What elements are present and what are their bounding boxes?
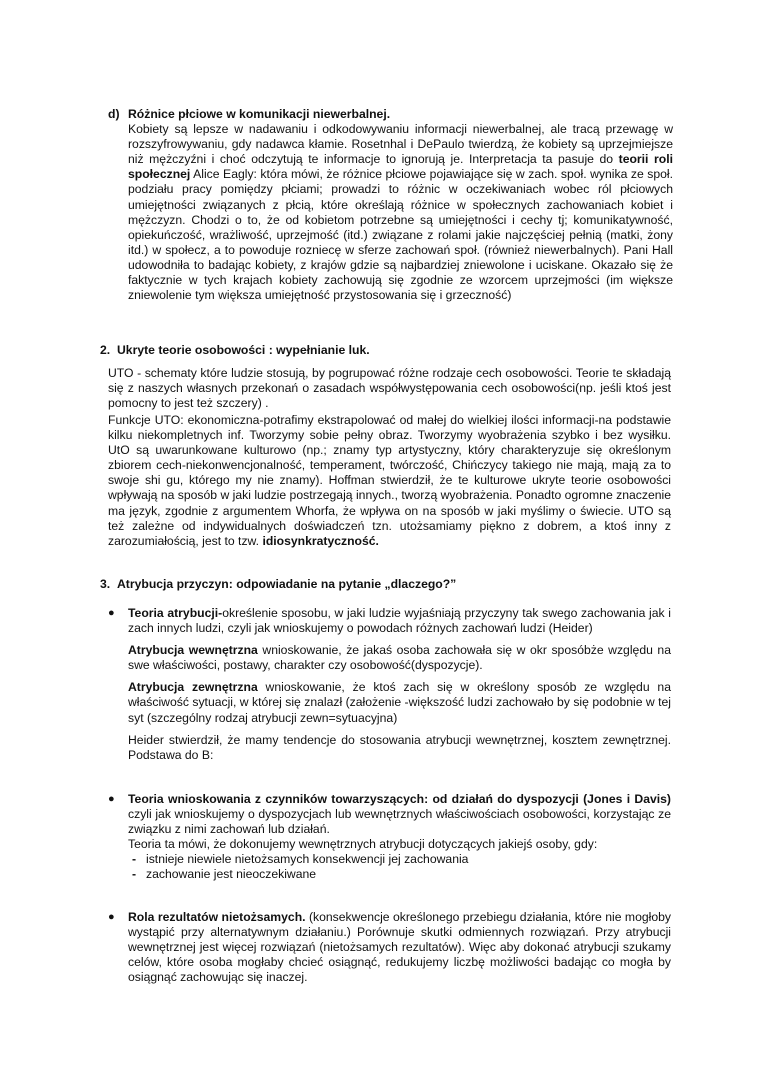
section-d-label: d) (108, 107, 120, 121)
bullet-noncommon-effects (108, 910, 671, 985)
section-d-text-b: Alice Eagly: która mówi, że różnice płciowe pojawiające się w zach. społ. wynika ze społ. podziału pracy pomiędzy płciami; prowadzi to różnic w oczekiwaniach wobec ról płciowych umiejętności związanych z płcią, które określają różnice w społecznych zachowaniach kobiet i mężczyzn. Chodzi o to, że od kobietom potrzebne są umiejętności i cechy tj; komunikatywność, opiekuńczość, wrażliwość, uprzejmość (itd.) związane z rolami jakie najczęściej pełnią (matki, żony itd.) w społecz, a to powoduje rozniecę w sferze zachowań społ. (również niewerbalnych). Pani Hall udowodniła to badając kobiety, z krajów gdzie są najbardziej zniewolone i uciskane. Okazało się że faktycznie w tych krajach kobiety zachowują się zgodnie ze wzorcem uprzejmości (im większe zniewolenie tym większa umiejętność przystosowania się i grzeczność) (128, 167, 673, 303)
noncommon-effects-text: (konsekwencje określonego przebiegu działania, które nie mogłoby wystąpić przy alternatywnym działaniu.) Porównuje skutki odmiennych rozwiązań. Przy atrybucji wewnętrznej jest więcej rozwiązań (nietożsamych rezultatów). Więc aby dokonać atrybucji szukamy celów, które osoba mogłaby chcieć osiągnąć, redukujemy liczbę możliwości badając co mogła by osiągnąć zachowując się inaczej. (128, 910, 671, 985)
bullet-dot-icon: ● (108, 911, 115, 923)
section-3-number: 3. (100, 577, 111, 591)
external-attribution (128, 680, 671, 725)
internal-attribution (128, 643, 671, 673)
correspondent-inference-term: Teoria wnioskowania z czynników towarzyszących: od działań do dyspozycji (Jones i Davis) (128, 792, 671, 806)
bullet-attribution-theory (108, 606, 671, 763)
social-role-theory-term: teorii roli społecznej (128, 152, 673, 182)
noncommon-effects-paragraph (128, 910, 671, 985)
dash-bullet: - (132, 852, 137, 867)
section-2-number: 2. (100, 343, 111, 357)
section-3-heading (100, 577, 456, 592)
section-2-text: Funkcje UTO: ekonomiczna-potrafimy ekstrapolować od małej do wielkiej ilości informacji-na podstawie kilku niekompletnych inf. Tworzymy sobie pełny obraz. Tworzymy wyobrażenia szybko i bez wysiłku. UtO są uwarunkowane kulturowo (np.; znamy typ artystyczny, który charakteryzuje się określonym zbiorem cech-niekonwencjonalność, temperament, twórczość, Chińczycy takiego nie mają, mają za to swoje shi gu, którego my nie znamy). Hoffman stwierdził, że te kulturowe ukryte teorie osobowości wpływają na sposób w jaki ludzie postrzegają innych., tworzą wyobrażenia. Ponadto ogromne znaczenie ma język, zgodnie z argumentem Whorfa, że wpływa on na sposób w jaki myślimy o świecie. UTO są też zależne od indywidualnych doświadczeń tzn. utożsamiamy piękno z dobrem, a ktoś inny z zarozumiałością, jest to tzw. (108, 413, 671, 548)
heider-statement: Heider stwierdził, że mamy tendencje do stosowania atrybucji wewnętrznej, kosztem zewnętrznej. Podstawa do B: (128, 732, 671, 762)
external-attribution-term: Atrybucja zewnętrzna (128, 680, 258, 695)
correspondent-inference-text: czyli jak wnioskujemy o dyspozycjach lub wewnętrznych właściwościach osobowości, korzystając ze związku z nimi zachowań lub działań. (128, 807, 671, 837)
list-item-text: istnieje niewiele nietożsamych konsekwencji jej zachowania (146, 852, 469, 867)
list-item (128, 867, 671, 882)
external-attribution-text: wnioskowanie, że ktoś zach się w określony sposób ze względu na właściwość sytuacji, w której się znalazł (założenie -większość ludzi zachowało by się podobnie w tej syt (szczególny rodzaj atrybucji zewn=sytuacyjna) (128, 680, 671, 725)
section-d-title: Różnice płciowe w komunikacji niewerbalnej. (128, 107, 391, 121)
section-2-paragraph-1: UTO - schematy które ludzie stosują, by pogrupować różne rodzaje cech osobowości. Teorie te składają się z naszych własnych przekonań o zasadach współwystępowania cech osobowości(np. jeśli ktoś jest pomocny to jest też szczery) . (108, 366, 671, 411)
section-d (108, 107, 673, 303)
attribution-theory-definition (128, 606, 671, 636)
correspondent-inference-definition (128, 792, 671, 837)
attribution-theory-term: Teoria atrybucji- (128, 606, 223, 620)
bullet-dot-icon: ● (108, 793, 115, 805)
correspondent-inference-conditions-intro: Teoria ta mówi, że dokonujemy wewnętrznych atrybucji dotyczących jakiejś osoby, gdy: (128, 837, 598, 852)
list-item-text: zachowanie jest nieoczekiwane (146, 867, 317, 882)
section-d-heading (108, 107, 673, 122)
section-2-heading (100, 343, 370, 358)
attribution-theory-text: określenie sposobu, w jaki ludzie wyjaśniają przyczyny tak swego zachowania jak i zach innych ludzi, czyli jak wnioskujemy o powodach różnych zachowań ludzi (Heider) (128, 606, 671, 636)
internal-attribution-text: wnioskowanie, że jakaś osoba zachowała się w okr sposóbże względu na swe właściwości, postawy, charakter czy osobowość(dyspozycje). (128, 643, 671, 673)
list-item (128, 852, 671, 867)
section-d-paragraph (128, 122, 673, 303)
bullet-correspondent-inference (108, 792, 671, 883)
section-d-text-a: Kobiety są lepsze w nadawaniu i odkodowywaniu informacji niewerbalnej, ale tracą przewagę w rozszyfrowywaniu, gdy nadawca kłamie. Rosetnhal i DePaulo twierdzą, że kobiety są uprzejmiejsze niż mężczyźni i choć odczytują te informacje to ignorują je. Interpretacja ta pasuje do (128, 122, 673, 167)
idiosyncrasy-term: idiosynkratyczność. (262, 533, 379, 548)
section-2-title: Ukryte teorie osobowości : wypełnianie luk. (117, 343, 370, 357)
conditions-list (128, 852, 671, 882)
section-3-title: Atrybucja przyczyn: odpowiadanie na pytanie „dlaczego?” (117, 577, 457, 591)
noncommon-effects-term: Rola rezultatów nietożsamych. (128, 910, 306, 924)
section-2-paragraph-2 (108, 413, 671, 549)
dash-bullet: - (132, 867, 137, 882)
bullet-dot-icon: ● (108, 607, 115, 619)
internal-attribution-term: Atrybucja wewnętrzna (128, 643, 258, 658)
